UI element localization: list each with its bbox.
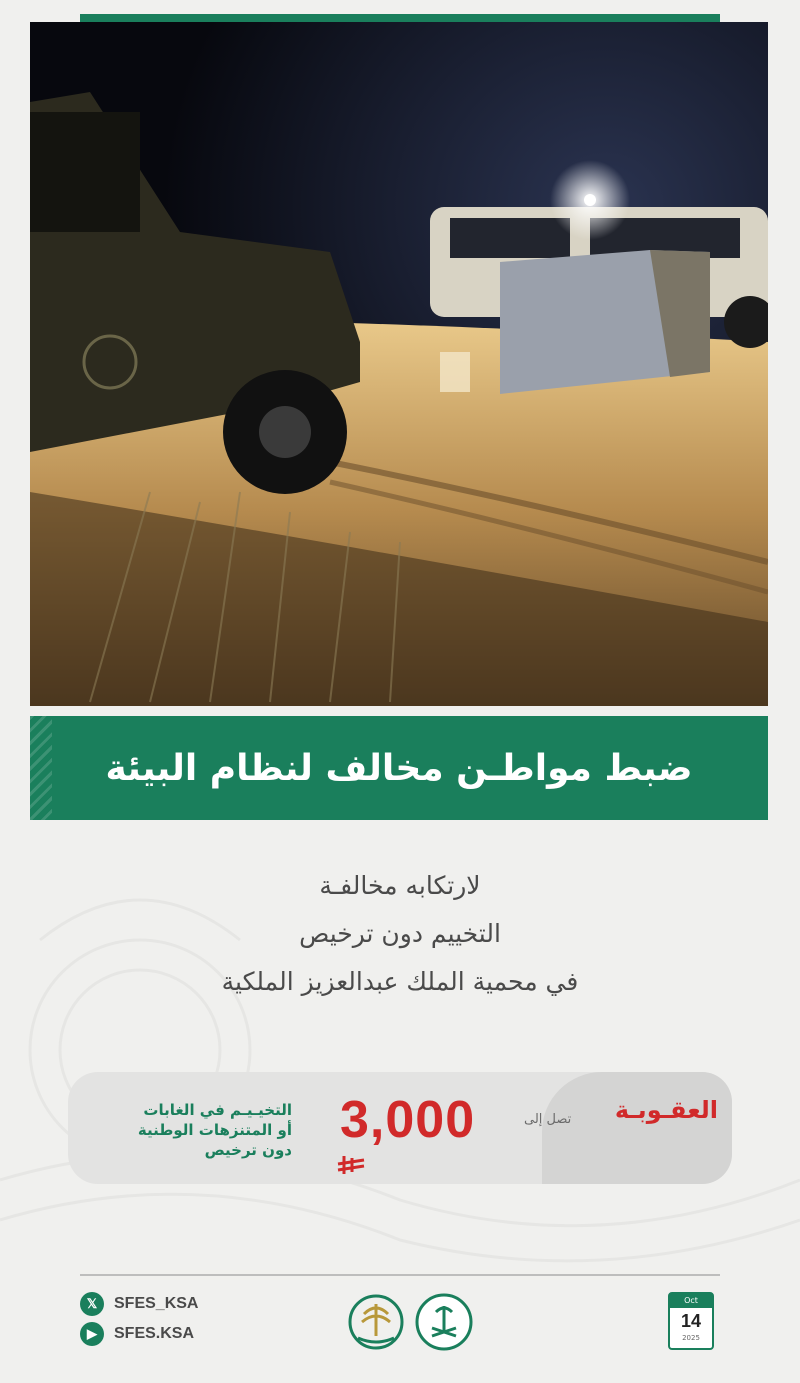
calendar-day: 14 [680,1311,702,1331]
description-line-2: التخييم دون ترخيص [299,919,501,948]
youtube-handle: SFES.KSA [114,1325,195,1342]
penalty-label: العقـوبـة [614,1096,718,1124]
up-to-label: تصل إلى [524,1112,572,1127]
penalty-note-line-1: التخيـيـم في الغابات [143,1101,292,1119]
penalty-amount: 3,000 [340,1091,476,1149]
x-social-link[interactable] [80,1292,198,1316]
calendar-month: Oct [670,1294,712,1308]
penalty-note-line-3: دون ترخيص [204,1141,292,1159]
x-handle: SFES_KSA [114,1295,199,1312]
calendar-year: 2025 [682,1334,700,1342]
calendar-icon [668,1292,714,1350]
description [100,862,700,1006]
footer-divider [80,1274,720,1276]
ministry-logo-icon [414,1292,474,1352]
night-camp-photo [30,22,768,706]
description-line-3: في محمية الملك عبدالعزيز الملكية [221,967,579,996]
news-photo [30,22,768,706]
penalty-card [68,1072,732,1184]
headline: ضبط مواطـن مخالف لنظام البيئة [105,747,693,789]
x-icon: 𝕏 [80,1292,104,1316]
youtube-social-link[interactable] [80,1322,194,1346]
description-line-1: لارتكابه مخالفـة [319,871,481,900]
headline-banner [30,716,768,820]
banner-pattern [30,716,52,820]
penalty-label-tab [542,1072,732,1184]
penalty-note [92,1100,292,1160]
penalty-note-line-2: أو المتنزهات الوطنية [137,1121,292,1139]
riyal-icon [336,1154,366,1176]
youtube-icon: ▶ [80,1322,104,1346]
sfes-logo-icon [346,1292,406,1352]
